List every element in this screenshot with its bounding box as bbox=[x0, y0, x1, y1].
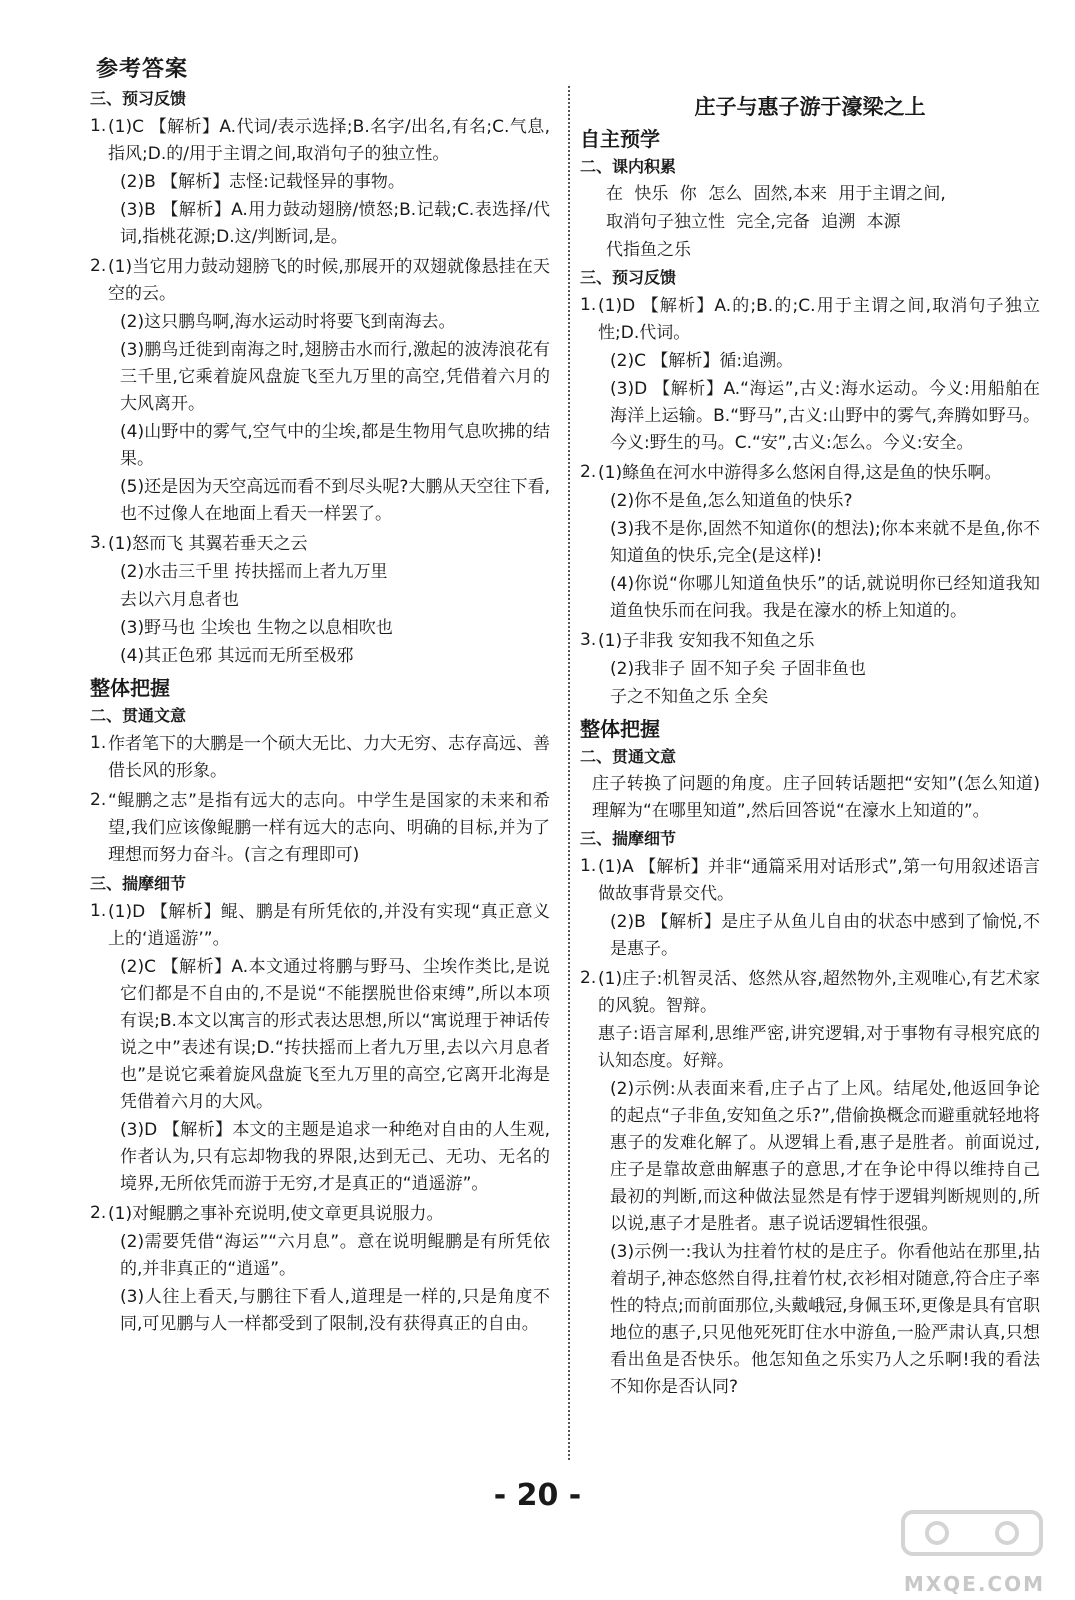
right-column bbox=[580, 92, 1040, 1403]
article-title: 庄子与惠子游于濠梁之上 bbox=[694, 95, 926, 119]
answer-line: (3)我不是你,固然不知道你(的想法);你本来就不是鱼,你不知道鱼的快乐,完全(是这样)! bbox=[610, 519, 1040, 566]
answer-line: (2)水击三千里 抟扶摇而上者九万里 bbox=[120, 562, 388, 582]
question-3 bbox=[580, 627, 1040, 712]
answer-line: (1)鲦鱼在河水中游得多么悠闲自得,这是鱼的快乐啊。 bbox=[598, 463, 1002, 483]
section-heading-connect: 二、贯通文意 bbox=[580, 747, 677, 766]
answer-line: (1)庄子:机智灵活、悠然从容,超然物外,主观唯心,有艺术家的风貌。智辩。 bbox=[598, 969, 1040, 1016]
question-number: 2. bbox=[90, 256, 107, 276]
section-heading-connect: 二、贯通文意 bbox=[90, 706, 187, 725]
section-heading-accum: 二、课内积累 bbox=[580, 157, 677, 176]
question-number: 1. bbox=[580, 856, 597, 876]
answer-line: (4)山野中的雾气,空气中的尘埃,都是生物用气息吹拂的结果。 bbox=[120, 422, 550, 469]
answer-line: (2)需要凭借“海运”“六月息”。意在说明鲲鹏是有所凭依的,并非真正的“逍遥”。 bbox=[120, 1232, 550, 1279]
answer-line: (3)B 【解析】A.用力鼓动翅膀/愤怒;B.记载;C.表选择/代词,指桃花源;D.这/判断词,是。 bbox=[120, 200, 550, 247]
answer-line: (2)B 【解析】志怪:记载怪异的事物。 bbox=[120, 172, 405, 192]
answer-line: (1)C 【解析】A.代词/表示选择;B.名字/出名,有名;C.气息,指风;D.的/用于主谓之间,取消句子的独立性。 bbox=[108, 117, 550, 164]
question-connect-1 bbox=[90, 730, 550, 786]
section-heading-overall: 整体把握 bbox=[580, 717, 660, 741]
vocab-line: 代指鱼之乐 bbox=[606, 240, 691, 260]
answer-line: (4)其正色邪 其远而无所至极邪 bbox=[120, 646, 354, 666]
answer-line: (3)野马也 尘埃也 生物之以息相吹也 bbox=[120, 618, 393, 638]
question-1 bbox=[580, 292, 1040, 458]
section-heading-overall: 整体把握 bbox=[90, 676, 170, 700]
section-heading-self-study: 自主预学 bbox=[580, 127, 660, 151]
answer-line: 作者笔下的大鹏是一个硕大无比、力大无穷、志存高远、善借长风的形象。 bbox=[108, 734, 550, 781]
question-detail-2 bbox=[90, 1200, 550, 1339]
question-1 bbox=[90, 113, 550, 252]
answer-line: (2)这只鹏鸟啊,海水运动时将要飞到南海去。 bbox=[120, 312, 456, 332]
column-divider bbox=[568, 86, 570, 1460]
answer-line: (1)怒而飞 其翼若垂天之云 bbox=[108, 534, 308, 554]
left-column bbox=[90, 86, 550, 1340]
vocab-line: 取消句子独立性 完全,完备 追溯 本源 bbox=[606, 212, 901, 232]
answer-line: (1)对鲲鹏之事补充说明,使文章更具说服力。 bbox=[108, 1204, 444, 1224]
question-detail-1 bbox=[90, 898, 550, 1199]
answer-line: (2)B 【解析】是庄子从鱼儿自由的状态中感到了愉悦,不是惠子。 bbox=[610, 912, 1040, 959]
watermark-logo-icon bbox=[897, 1506, 1047, 1576]
answer-line: (1)子非我 安知我不知鱼之乐 bbox=[598, 631, 815, 651]
section-heading-preview: 三、预习反馈 bbox=[90, 89, 187, 108]
page-header: 参考答案 bbox=[96, 57, 189, 82]
answer-line: (2)我非子 固不知子矣 子固非鱼也 bbox=[610, 659, 866, 679]
answer-line: (3)D 【解析】A.“海运”,古义:海水运动。今义:用船舶在海洋上运输。B.“野马”,古义:山野中的雾气,奔腾如野马。今义:野生的马。C.“安”,古义:怎么。今义:安全。 bbox=[610, 379, 1040, 453]
answer-line: (3)人往上看天,与鹏往下看人,道理是一样的,只是角度不同,可见鹏与人一样都受到了限制,没有获得真正的自由。 bbox=[120, 1287, 550, 1334]
question-number: 1. bbox=[580, 295, 597, 315]
question-connect-2 bbox=[90, 787, 550, 870]
question-number: 2. bbox=[580, 968, 597, 988]
question-number: 2. bbox=[90, 1203, 107, 1223]
section-heading-detail: 三、揣摩细节 bbox=[90, 874, 187, 893]
answer-line: (5)还是因为天空高远而看不到尽头呢?大鹏从天空往下看,也不过像人在地面上看天一样罢了。 bbox=[120, 477, 550, 524]
question-number: 3. bbox=[580, 630, 597, 650]
section-heading-detail: 三、揣摩细节 bbox=[580, 829, 677, 848]
watermark-text: MXQE.COM bbox=[903, 1572, 1045, 1596]
answer-line: (2)C 【解析】循:追溯。 bbox=[610, 351, 794, 371]
answer-line: (2)示例:从表面来看,庄子占了上风。结尾处,他返回争论的起点“子非鱼,安知鱼之乐?”,借偷换概念而避重就轻地将惠子的发难化解了。从逻辑上看,惠子是胜者。前面说过,庄子是靠故意曲解惠子的意思,才在争论中得以维持自己最初的判断,而这种做法显然是有悖于逻辑判断规则的,所以说,惠子才是胜者。惠子说话逻辑性很强。 bbox=[610, 1079, 1040, 1234]
question-2 bbox=[90, 253, 550, 529]
vocab-line: 在 快乐 你 怎么 固然,本来 用于主谓之间, bbox=[606, 184, 946, 204]
answer-line: (2)你不是鱼,怎么知道鱼的快乐? bbox=[610, 491, 853, 511]
answer-line: 惠子:语言犀利,思维严密,讲究逻辑,对于事物有寻根究底的认知态度。好辩。 bbox=[598, 1024, 1040, 1071]
question-number: 1. bbox=[90, 733, 107, 753]
question-detail-2 bbox=[580, 965, 1040, 1402]
answer-line: 子之不知鱼之乐 全矣 bbox=[610, 687, 769, 707]
answer-line: “鲲鹏之志”是指有远大的志向。中学生是国家的未来和希望,我们应该像鲲鹏一样有远大的志向、明确的目标,并为了理想而努力奋斗。(言之有理即可) bbox=[108, 791, 550, 865]
answer-line: (1)A 【解析】并非“通篇采用对话形式”,第一句用叙述语言做故事背景交代。 bbox=[598, 857, 1040, 904]
answer-line: (1)当它用力鼓动翅膀飞的时候,那展开的双翅就像悬挂在天空的云。 bbox=[108, 257, 550, 304]
answer-line: 去以六月息者也 bbox=[120, 590, 239, 610]
connect-text: 庄子转换了问题的角度。庄子回转话题把“安知”(怎么知道)理解为“在哪里知道”,然后回答说“在濠水上知道的”。 bbox=[592, 774, 1040, 821]
answer-line: (3)鹏鸟迁徙到南海之时,翅膀击水而行,激起的波涛浪花有三千里,它乘着旋风盘旋飞至九万里的高空,凭借着六月的大风离开。 bbox=[120, 340, 550, 414]
question-number: 1. bbox=[90, 901, 107, 921]
answer-line: (2)C 【解析】A.本文通过将鹏与野马、尘埃作类比,是说它们都是不自由的,不是说“不能摆脱世俗束缚”,所以本项有误;B.本文以寓言的形式表达思想,所以“寓说理于神话传说之中”表述有误;D.“抟扶摇而上者九万里,去以六月息者也”是说它乘着旋风盘旋飞至九万里的高空,它离开北海是凭借着六月的大风。 bbox=[120, 957, 550, 1112]
page-number: - 20 - bbox=[493, 1478, 582, 1513]
section-heading-preview: 三、预习反馈 bbox=[580, 268, 677, 287]
answer-line: (1)D 【解析】鲲、鹏是有所凭依的,并没有实现“真正意义上的‘逍遥游’”。 bbox=[108, 902, 550, 949]
answer-line: (1)D 【解析】A.的;B.的;C.用于主谓之间,取消句子独立性;D.代词。 bbox=[598, 296, 1040, 343]
question-number: 3. bbox=[90, 533, 107, 553]
question-number: 2. bbox=[90, 790, 107, 810]
question-detail-1 bbox=[580, 853, 1040, 964]
question-number: 2. bbox=[580, 462, 597, 482]
answer-line: (3)D 【解析】本文的主题是追求一种绝对自由的人生观,作者认为,只有忘却物我的界限,达到无己、无功、无名的境界,无所依凭而游于无穷,才是真正的“逍遥游”。 bbox=[120, 1120, 550, 1194]
answer-line: (4)你说“你哪儿知道鱼快乐”的话,就说明你已经知道我知道鱼快乐而在问我。我是在濠水的桥上知道的。 bbox=[610, 574, 1040, 621]
question-2 bbox=[580, 459, 1040, 626]
question-number: 1. bbox=[90, 116, 107, 136]
question-3 bbox=[90, 530, 550, 671]
answer-line: (3)示例一:我认为拄着竹杖的是庄子。你看他站在那里,拈着胡子,神态悠然自得,拄着竹杖,衣衫相对随意,符合庄子率性的特点;而前面那位,头戴峨冠,身佩玉环,更像是具有官职地位的惠子,只见他死死盯住水中游鱼,一脸严肃认真,只想看出鱼是否快乐。他怎知鱼之乐实乃人之乐啊!我的看法不知你是否认同? bbox=[610, 1242, 1040, 1397]
